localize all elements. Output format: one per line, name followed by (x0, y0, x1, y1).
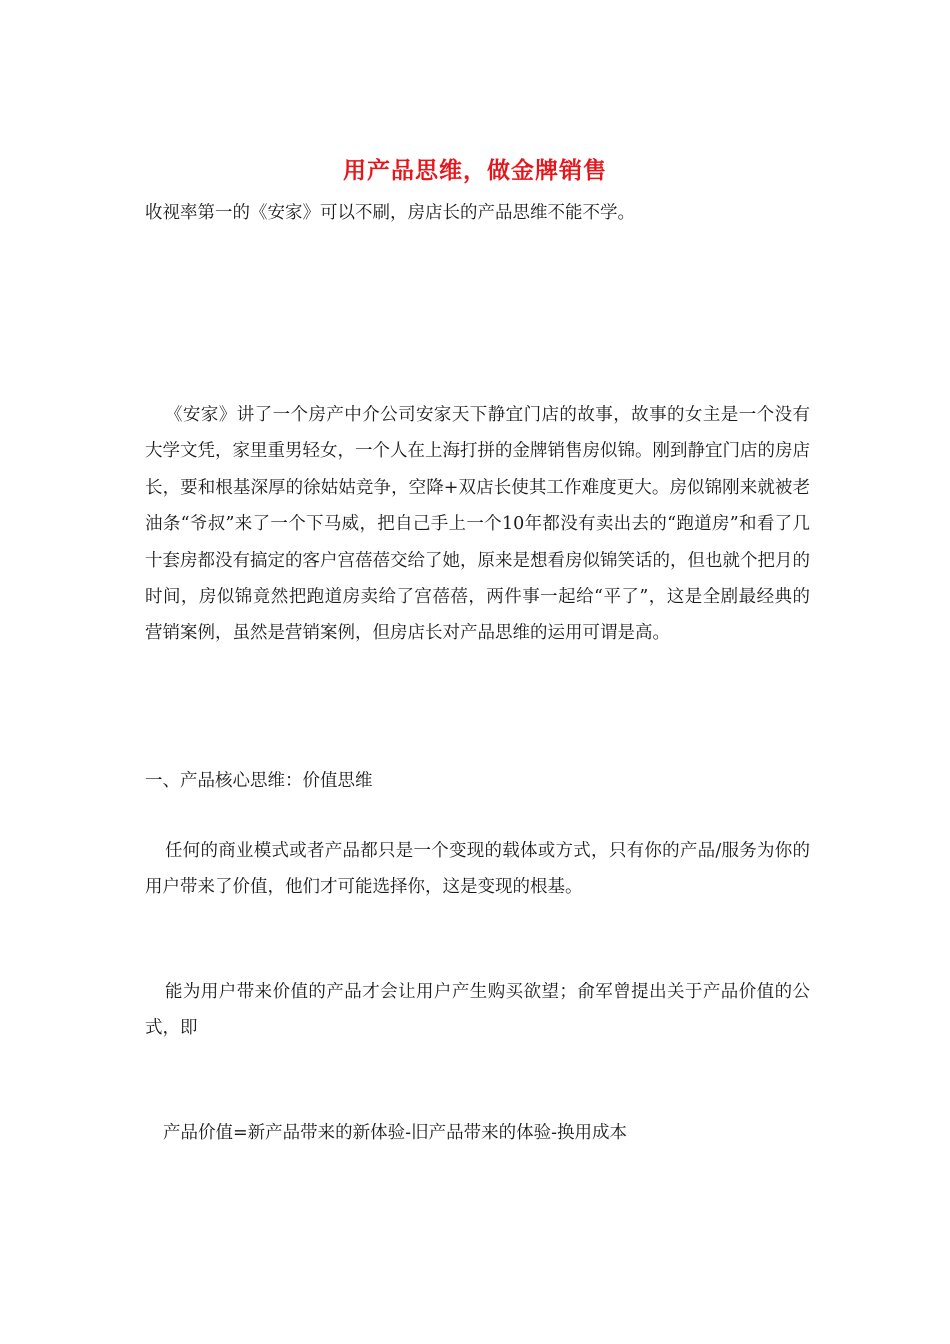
desire-paragraph: 能为用户带来价值的产品才会让用户产生购买欲望；俞军曾提出关于产品价值的公式，即 (145, 982, 810, 1039)
section-heading: 一、产品核心思维：价值思维 (145, 771, 373, 791)
intro-paragraph: 《安家》讲了一个房产中介公司安家天下静宜门店的故事，故事的女主是一个没有大学文凭，家里重男轻女，一个人在上海打拼的金牌销售房似锦。刚到静宜门店的房店长，要和根基深厚的徐姑姑竞争，空降+双店长使其工作难度更大。房似锦刚来就被老油条“爷叔”来了一个下马威，把自己手上一个10年都没有卖出去的“跑道房”和看了几十套房都没有搞定的客户宫蓓蓓交给了她，原来是想看房似锦笑话的，但也就个把月的时间，房似锦竟然把跑道房卖给了宫蓓蓓，两件事一起给“平了”，这是全剧最经典的营销案例，虽然是营销案例，但房店长对产品思维的运用可谓是高。 (145, 405, 810, 644)
value-formula: 产品价值=新产品带来的新体验-旧产品带来的体验-换用成本 (163, 1123, 627, 1143)
document-subtitle: 收视率第一的《安家》可以不刷，房店长的产品思维不能不学。 (145, 203, 635, 223)
value-paragraph: 任何的商业模式或者产品都只是一个变现的载体或方式，只有你的产品/服务为你的用户带来了价值，他们才可能选择你，这是变现的根基。 (145, 841, 810, 898)
document-title: 用产品思维，做金牌销售 (343, 158, 607, 184)
